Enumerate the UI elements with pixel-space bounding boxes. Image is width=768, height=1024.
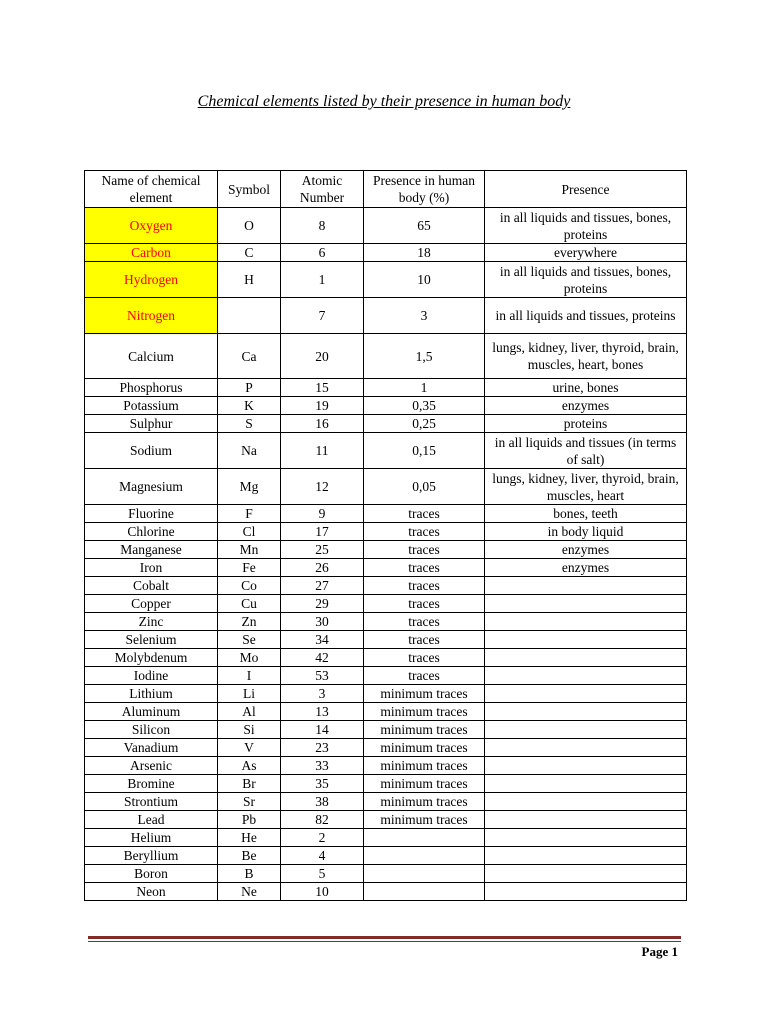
cell-presence [485, 829, 687, 847]
cell-symbol: Na [218, 433, 281, 469]
table-row [85, 685, 687, 703]
cell-atomic-number: 26 [281, 559, 364, 577]
document-title: Chemical elements listed by their presence in human body [197, 93, 571, 110]
table-row [85, 559, 687, 577]
cell-presence: in body liquid [485, 523, 687, 541]
table-row [85, 757, 687, 775]
cell-atomic-number: 23 [281, 739, 364, 757]
cell-presence-percent: 0,25 [364, 415, 485, 433]
table-row [85, 379, 687, 397]
cell-presence-percent: minimum traces [364, 685, 485, 703]
table-row [85, 667, 687, 685]
cell-presence: proteins [485, 415, 687, 433]
cell-atomic-number: 11 [281, 433, 364, 469]
cell-presence: enzymes [485, 559, 687, 577]
cell-presence: bones, teeth [485, 505, 687, 523]
cell-presence [485, 811, 687, 829]
table-row [85, 541, 687, 559]
cell-symbol: Cu [218, 595, 281, 613]
cell-presence: urine, bones [485, 379, 687, 397]
cell-atomic-number: 34 [281, 631, 364, 649]
cell-symbol: Li [218, 685, 281, 703]
table-row [85, 244, 687, 262]
cell-symbol: K [218, 397, 281, 415]
cell-presence: in all liquids and tissues (in terms of salt) [485, 433, 687, 469]
table-body [85, 208, 687, 901]
cell-name: Hydrogen [85, 262, 218, 298]
cell-name: Aluminum [85, 703, 218, 721]
cell-presence-percent [364, 829, 485, 847]
table-row [85, 703, 687, 721]
cell-presence [485, 757, 687, 775]
cell-atomic-number: 25 [281, 541, 364, 559]
cell-name: Fluorine [85, 505, 218, 523]
cell-presence: lungs, kidney, liver, thyroid, brain, muscles, heart, bones [485, 334, 687, 379]
cell-name: Boron [85, 865, 218, 883]
cell-name: Carbon [85, 244, 218, 262]
cell-symbol: Be [218, 847, 281, 865]
cell-name: Lead [85, 811, 218, 829]
elements-table [84, 170, 687, 901]
table-row [85, 595, 687, 613]
cell-name: Silicon [85, 721, 218, 739]
table-row [85, 262, 687, 298]
cell-atomic-number: 7 [281, 298, 364, 334]
cell-presence: lungs, kidney, liver, thyroid, brain, muscles, heart [485, 469, 687, 505]
cell-name: Strontium [85, 793, 218, 811]
cell-atomic-number: 42 [281, 649, 364, 667]
cell-atomic-number: 27 [281, 577, 364, 595]
cell-presence: in all liquids and tissues, bones, proteins [485, 262, 687, 298]
cell-symbol: Cl [218, 523, 281, 541]
header-atomic-number: Atomic Number [281, 171, 364, 208]
cell-name: Zinc [85, 613, 218, 631]
cell-name: Sulphur [85, 415, 218, 433]
cell-name: Molybdenum [85, 649, 218, 667]
table-row [85, 208, 687, 244]
cell-presence-percent: traces [364, 613, 485, 631]
cell-presence-percent: 65 [364, 208, 485, 244]
cell-atomic-number: 20 [281, 334, 364, 379]
cell-atomic-number: 33 [281, 757, 364, 775]
cell-presence [485, 739, 687, 757]
cell-atomic-number: 53 [281, 667, 364, 685]
cell-presence-percent: minimum traces [364, 703, 485, 721]
cell-presence-percent: minimum traces [364, 757, 485, 775]
cell-symbol: Pb [218, 811, 281, 829]
cell-atomic-number: 1 [281, 262, 364, 298]
cell-presence [485, 667, 687, 685]
table-row [85, 847, 687, 865]
cell-atomic-number: 16 [281, 415, 364, 433]
cell-presence-percent: traces [364, 505, 485, 523]
table-row [85, 631, 687, 649]
cell-symbol: Sr [218, 793, 281, 811]
cell-atomic-number: 9 [281, 505, 364, 523]
cell-presence-percent: minimum traces [364, 739, 485, 757]
cell-atomic-number: 3 [281, 685, 364, 703]
cell-presence [485, 613, 687, 631]
cell-presence [485, 703, 687, 721]
cell-presence [485, 631, 687, 649]
cell-name: Beryllium [85, 847, 218, 865]
cell-symbol: He [218, 829, 281, 847]
header-name: Name of chemical element [85, 171, 218, 208]
cell-presence [485, 649, 687, 667]
cell-atomic-number: 35 [281, 775, 364, 793]
cell-name: Iodine [85, 667, 218, 685]
cell-presence [485, 775, 687, 793]
cell-symbol: Co [218, 577, 281, 595]
cell-presence-percent [364, 865, 485, 883]
cell-symbol: S [218, 415, 281, 433]
cell-name: Bromine [85, 775, 218, 793]
cell-presence-percent: 1,5 [364, 334, 485, 379]
cell-presence-percent: 18 [364, 244, 485, 262]
cell-presence: enzymes [485, 541, 687, 559]
table-row [85, 415, 687, 433]
cell-atomic-number: 38 [281, 793, 364, 811]
cell-presence [485, 793, 687, 811]
table-row [85, 811, 687, 829]
cell-symbol: Se [218, 631, 281, 649]
cell-symbol: B [218, 865, 281, 883]
cell-presence [485, 595, 687, 613]
cell-name: Chlorine [85, 523, 218, 541]
cell-atomic-number: 2 [281, 829, 364, 847]
cell-symbol: Ca [218, 334, 281, 379]
cell-name: Potassium [85, 397, 218, 415]
table-header-row [85, 171, 687, 208]
cell-name: Oxygen [85, 208, 218, 244]
cell-presence [485, 847, 687, 865]
table-row [85, 829, 687, 847]
cell-presence-percent: 10 [364, 262, 485, 298]
cell-atomic-number: 30 [281, 613, 364, 631]
cell-name: Copper [85, 595, 218, 613]
cell-symbol: V [218, 739, 281, 757]
cell-symbol: O [218, 208, 281, 244]
cell-symbol: Fe [218, 559, 281, 577]
table-row [85, 433, 687, 469]
cell-name: Phosphorus [85, 379, 218, 397]
table-row [85, 298, 687, 334]
page-number: Page 1 [641, 944, 678, 959]
cell-atomic-number: 4 [281, 847, 364, 865]
cell-presence [485, 721, 687, 739]
cell-presence-percent: traces [364, 523, 485, 541]
cell-presence-percent: traces [364, 577, 485, 595]
cell-presence-percent: 0,35 [364, 397, 485, 415]
cell-symbol: Mn [218, 541, 281, 559]
cell-symbol: As [218, 757, 281, 775]
cell-symbol: I [218, 667, 281, 685]
cell-presence-percent: traces [364, 631, 485, 649]
table-row [85, 397, 687, 415]
cell-name: Vanadium [85, 739, 218, 757]
cell-symbol: F [218, 505, 281, 523]
cell-presence-percent: minimum traces [364, 721, 485, 739]
cell-presence-percent: 1 [364, 379, 485, 397]
cell-symbol: Mo [218, 649, 281, 667]
table-row [85, 577, 687, 595]
cell-name: Lithium [85, 685, 218, 703]
cell-symbol: Ne [218, 883, 281, 901]
table-row [85, 793, 687, 811]
cell-symbol: Br [218, 775, 281, 793]
cell-symbol: Al [218, 703, 281, 721]
cell-atomic-number: 82 [281, 811, 364, 829]
header-presence: Presence [485, 171, 687, 208]
cell-presence-percent: traces [364, 595, 485, 613]
cell-symbol: C [218, 244, 281, 262]
table-row [85, 469, 687, 505]
cell-presence-percent: traces [364, 667, 485, 685]
header-symbol: Symbol [218, 171, 281, 208]
table-row [85, 721, 687, 739]
cell-atomic-number: 14 [281, 721, 364, 739]
cell-name: Nitrogen [85, 298, 218, 334]
cell-atomic-number: 8 [281, 208, 364, 244]
cell-presence-percent: minimum traces [364, 793, 485, 811]
cell-atomic-number: 19 [281, 397, 364, 415]
cell-presence [485, 865, 687, 883]
cell-presence-percent: traces [364, 649, 485, 667]
cell-symbol: H [218, 262, 281, 298]
cell-name: Magnesium [85, 469, 218, 505]
cell-presence-percent: 0,05 [364, 469, 485, 505]
cell-name: Sodium [85, 433, 218, 469]
cell-name: Calcium [85, 334, 218, 379]
cell-presence: everywhere [485, 244, 687, 262]
cell-symbol: Mg [218, 469, 281, 505]
cell-name: Selenium [85, 631, 218, 649]
cell-atomic-number: 15 [281, 379, 364, 397]
cell-atomic-number: 12 [281, 469, 364, 505]
table-row [85, 505, 687, 523]
footer-rule-thick [88, 936, 681, 939]
cell-presence: enzymes [485, 397, 687, 415]
cell-name: Manganese [85, 541, 218, 559]
cell-symbol: Zn [218, 613, 281, 631]
table-row [85, 613, 687, 631]
cell-presence: in all liquids and tissues, bones, proteins [485, 208, 687, 244]
cell-atomic-number: 6 [281, 244, 364, 262]
cell-symbol: P [218, 379, 281, 397]
cell-atomic-number: 17 [281, 523, 364, 541]
cell-atomic-number: 5 [281, 865, 364, 883]
cell-presence [485, 883, 687, 901]
cell-presence-percent: traces [364, 541, 485, 559]
cell-presence-percent [364, 883, 485, 901]
table-row [85, 775, 687, 793]
cell-name: Arsenic [85, 757, 218, 775]
cell-presence-percent: traces [364, 559, 485, 577]
cell-atomic-number: 13 [281, 703, 364, 721]
cell-name: Helium [85, 829, 218, 847]
cell-name: Cobalt [85, 577, 218, 595]
cell-atomic-number: 29 [281, 595, 364, 613]
footer-rule-thin [88, 941, 681, 942]
cell-atomic-number: 10 [281, 883, 364, 901]
cell-presence: in all liquids and tissues, proteins [485, 298, 687, 334]
cell-presence [485, 577, 687, 595]
header-presence-percent: Presence in human body (%) [364, 171, 485, 208]
table-row [85, 739, 687, 757]
cell-presence-percent [364, 847, 485, 865]
cell-name: Neon [85, 883, 218, 901]
cell-symbol [218, 298, 281, 334]
cell-symbol: Si [218, 721, 281, 739]
cell-presence-percent: 0,15 [364, 433, 485, 469]
cell-presence-percent: minimum traces [364, 775, 485, 793]
cell-presence-percent: 3 [364, 298, 485, 334]
table-row [85, 523, 687, 541]
table-row [85, 649, 687, 667]
cell-name: Iron [85, 559, 218, 577]
cell-presence [485, 685, 687, 703]
table-row [85, 883, 687, 901]
table-row [85, 334, 687, 379]
cell-presence-percent: minimum traces [364, 811, 485, 829]
table-row [85, 865, 687, 883]
